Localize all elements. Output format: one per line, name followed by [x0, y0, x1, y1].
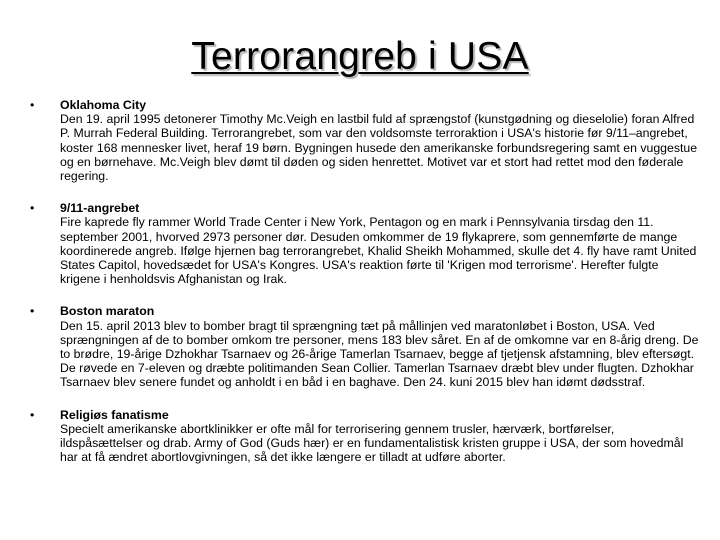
bullet-icon: •	[30, 304, 35, 319]
bullet-item-9-11	[30, 201, 700, 286]
bullet-icon: •	[30, 98, 35, 112]
bullet-list	[30, 98, 700, 482]
bullet-text: Fire kaprede fly rammer World Trade Center i New York, Pentagon og en mark i Pennsylvania tirsdag den 11. september 2001, hvorved 2973 personer dør. Desuden omkommer de 19 flykaprere, som gennemførte de mange koordinerede angreb. Ifølge hjernen bag terrorangrebet, Khalid Sheikh Mohammed, skulle det 4. fly have ramt United States Capitol, hovedsædet for USA's Kongres. USA's reaktion førte til 'Krigen mod terrorisme'. Herefter fulgte krigene i henholdsvis Afghanistan og Irak.	[60, 215, 697, 287]
bullet-text: Specielt amerikanske abortklinikker er ofte mål for terrorisering gennem trusler, hærværk, bortførelser, ildspåsættelser og drab. Army of God (Guds hær) er en fundamentalistisk kristen gruppe i USA, der som hovedmål har at få ændret abortlovgivningen, så det ikke længere er tilladt at udføre aborter.	[60, 421, 684, 465]
bullet-heading: Boston maraton	[60, 304, 155, 319]
bullet-item-boston-marathon	[30, 304, 700, 389]
bullet-heading: Religiøs fanatisme	[60, 407, 169, 422]
slide-title: Terrorangreb i USA	[191, 35, 529, 78]
bullet-icon: •	[30, 407, 35, 422]
bullet-item-religious-fanaticism	[30, 408, 700, 465]
bullet-heading: Oklahoma City	[60, 98, 147, 112]
bullet-text: Den 19. april 1995 detonerer Timothy Mc.Veigh en lastbil fuld af sprængstof (kunstgødning og dieselolie) foran Alfred P. Murrah Federal Building. Terrorangrebet, som var den voldsomste terroraktion i USA's historie før 9/11–angrebet, koster 168 mennesker livet, heraf 19 børn. Bygningen husede den amerikanske forbundsregering samt en vuggestue og en børnehave. Mc.Veigh blev dømt til døden og siden henrettet. Motivet var et stort had rettet mod den føderale regering.	[60, 112, 698, 184]
bullet-icon: •	[30, 201, 35, 216]
bullet-item-oklahoma-city	[30, 98, 700, 183]
bullet-heading: 9/11-angrebet	[60, 201, 140, 216]
bullet-text: Den 15. april 2013 blev to bomber bragt til sprængning tæt på mållinjen ved maratonløbet i Boston, USA. Ved sprængningen af de to bomber omkom tre personer, mens 183 blev såret. En af de omkomne var en 8-årig dreng. De to brødre, 19-årige Dzhokhar Tsarnaev og 26-årige Tamerlan Tsarnaev, begge af tjetjensk afstamning, blev eftersøgt. De røvede en 7-eleven og dræbte politimanden Sean Collier. Tamerlan Tsarnaev dræbt blev under flugten. Dzhokhar Tsarnaev blev senere fundet og anholdt i en båd i en baghave. Den 24. kuni 2015 blev han idømt dødsstraf.	[60, 318, 699, 390]
